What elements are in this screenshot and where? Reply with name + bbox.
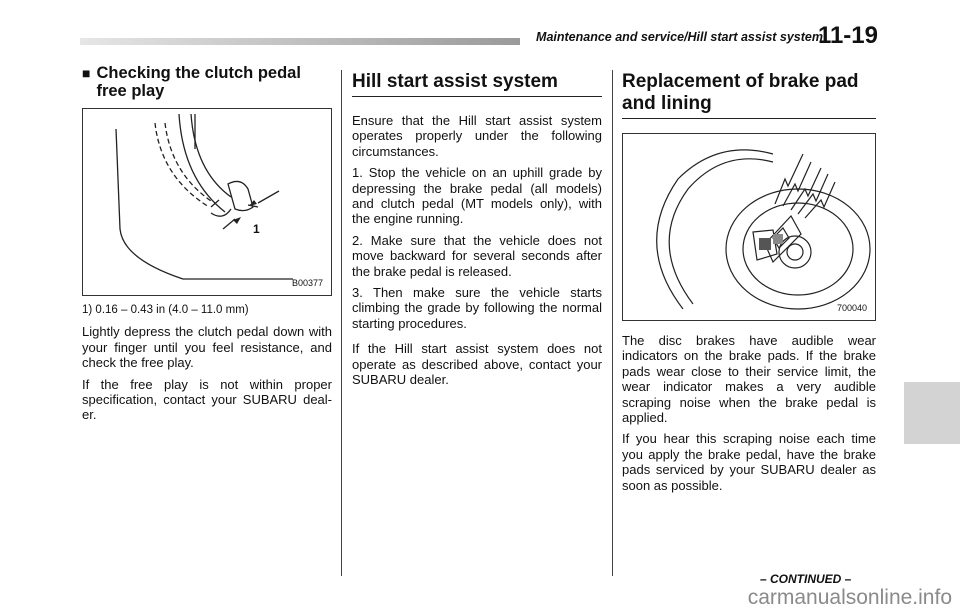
- column-divider: [341, 70, 342, 576]
- clutch-heading: [82, 64, 332, 100]
- paragraph: 2. Make sure that the vehicle does not move backward for several seconds after the brake pedal is released.: [352, 232, 602, 279]
- continued-label: – CONTINUED –: [760, 572, 852, 586]
- figure-code: B00377: [291, 278, 323, 288]
- paragraph: The disc brakes have audible wear indicators on the brake pads. If the brake pads wear close to their service limit, the wear indicator makes a very audible scraping noise when the brake pedal is applied.: [622, 333, 876, 426]
- clutch-heading-line2: free play: [96, 82, 165, 100]
- clutch-pedal-figure: [82, 108, 332, 296]
- chapter-tab: [904, 382, 960, 444]
- clutch-section: [82, 64, 332, 429]
- brake-disc-illustration: [623, 134, 875, 320]
- square-bullet-icon: ■: [82, 65, 91, 81]
- brake-heading-line1: Replacement of brake pad: [622, 71, 859, 92]
- watermark: carmanualsonline.info: [747, 586, 952, 609]
- paragraph: If the free play is not within proper specification, contact your SUBARU deal-er.: [82, 376, 332, 423]
- brake-heading-line2: and lining: [622, 93, 712, 114]
- clutch-heading-line1: Checking the clutch pedal: [96, 64, 301, 82]
- brake-disc-figure: [622, 133, 876, 321]
- figure-caption: 1) 0.16 – 0.43 in (4.0 – 11.0 mm): [82, 304, 249, 316]
- clutch-pedal-illustration: [83, 109, 331, 295]
- page-number: 11-19: [817, 22, 878, 49]
- header-bar: [80, 38, 520, 45]
- paragraph: 3. Then make sure the vehicle starts climbing the grade by following the normal starting procedures.: [352, 285, 602, 331]
- paragraph: If you hear this scraping noise each time you apply the brake pedal, have the brake pads serviced by your SUBARU dealer as soon as possible.: [622, 431, 876, 493]
- paragraph: If the Hill start assist system does not operate as described above, contact your SUBARU dealer.: [352, 341, 602, 388]
- figure-callout-1: 1: [253, 222, 260, 236]
- column-divider: [612, 70, 613, 576]
- hill-start-heading: Hill start assist system: [352, 71, 558, 92]
- paragraph: Ensure that the Hill start assist system operates properly under the following circumstances.: [352, 113, 602, 159]
- figure-code: 700040: [836, 303, 867, 313]
- paragraph: Lightly depress the clutch pedal down with your finger until you feel resistance, and check the free play.: [82, 324, 332, 371]
- brake-pad-section: [622, 64, 876, 499]
- running-header-title: Maintenance and service/Hill start assist system: [536, 30, 823, 44]
- hill-start-section: [352, 64, 602, 394]
- paragraph: 1. Stop the vehicle on an uphill grade by depressing the brake pedal (all models) and clutch pedal (MT models only), with the engine running.: [352, 165, 602, 227]
- heading-rule: [622, 118, 876, 119]
